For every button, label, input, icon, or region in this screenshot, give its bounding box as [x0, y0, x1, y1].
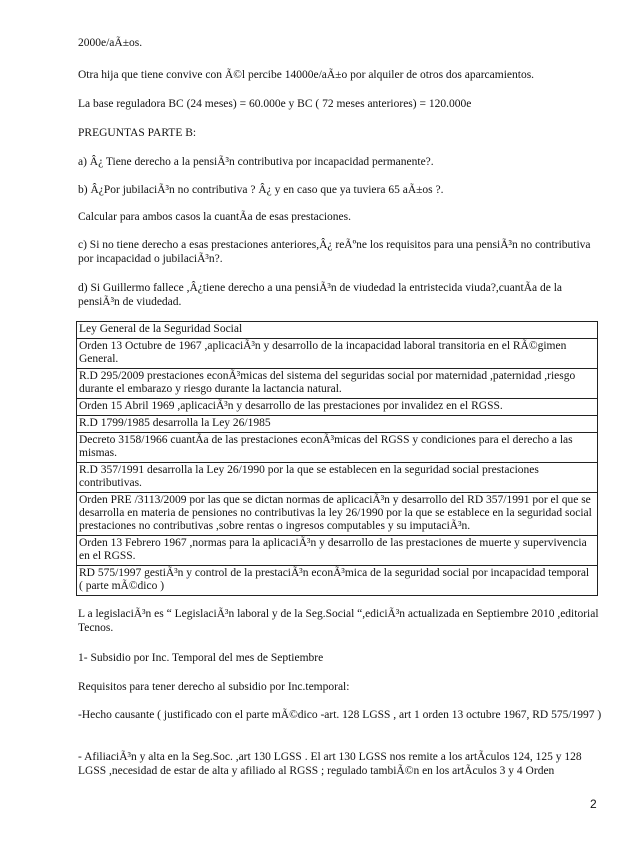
- paragraph-hija: Otra hija que tiene convive con Ã©l percibe 14000e/aÃ±o por alquiler de otros dos aparcamientos.: [78, 69, 535, 81]
- table-row: RD 575/1997 gestiÃ³n y control de la prestaciÃ³n econÃ³mica de la seguridad social por incapacidad temporal ( parte mÃ©dico ): [77, 565, 597, 595]
- paragraph-base-reguladora: La base reguladora BC (24 meses) = 60.000e y BC ( 72 meses anteriores) = 120.000e: [78, 98, 472, 110]
- paragraph-requisitos: Requisitos para tener derecho al subsidio por Inc.temporal:: [78, 681, 350, 693]
- table-row: Orden PRE /3113/2009 por las que se dictan normas de aplicaciÃ³n y desarrollo del RD 357/1991 por el que se desarrolla en materia de pensiones no contributivas la ley 26/1990 por la que se establece en la seguridad social prestaciones no contributivas ,sobre rentas o ingresos computables y su imputaciÃ³n.: [77, 492, 597, 535]
- paragraph-legislacion: L a legislaciÃ³n es “ LegislaciÃ³n laboral y de la Seg.Social “,ediciÃ³n actualizada en Septiembre 2010 ,editorial Tecnos.: [78, 608, 599, 634]
- legislation-table: [76, 321, 598, 596]
- heading-subsidio: 1- Subsidio por Inc. Temporal del mes de Septiembre: [78, 652, 324, 664]
- table-row: Orden 13 Octubre de 1967 ,aplicaciÃ³n y desarrollo de la incapacidad laboral transitoria en el RÃ©gimen General.: [77, 338, 597, 368]
- paragraph-afiliacion: - AfiliaciÃ³n y alta en la Seg.Soc. ,art 130 LGSS . El art 130 LGSS nos remite a los artÃculos 124, 125 y 128 LGSS ,necesidad de estar de alta y afiliado al RGSS ; regulado tambiÃ©n en los artÃculos 3 y 4 Orden: [78, 751, 582, 777]
- table-row: Orden 13 Febrero 1967 ,normas para la aplicaciÃ³n y desarrollo de las prestaciones de muerte y supervivencia en el RGSS.: [77, 535, 597, 565]
- table-row: Decreto 3158/1966 cuantÃa de las prestaciones econÃ³micas del RGSS y condiciones para el derecho a las mismas.: [77, 432, 597, 462]
- table-row: R.D 295/2009 prestaciones econÃ³micas del sistema del seguridas social por maternidad ,paternidad ,riesgo durante el embarazo y riesgo durante la lactancia natural.: [77, 368, 597, 398]
- heading-preguntas-parte-b: PREGUNTAS PARTE B:: [78, 127, 197, 139]
- paragraph-intro: 2000e/aÃ±os.: [78, 37, 143, 49]
- question-b: b) Â¿Por jubilaciÃ³n no contributiva ? Â¿ y en caso que ya tuviera 65 aÃ±os ?.: [78, 184, 444, 196]
- question-c: c) Si no tiene derecho a esas prestaciones anteriores,Â¿ reÃºne los requisitos para una pensiÃ³n no contributiva por incapacidad o jubilaciÃ³n?.: [78, 239, 591, 265]
- paragraph-hecho-causante: -Hecho causante ( justificado con el parte mÃ©dico -art. 128 LGSS , art 1 orden 13 octubre 1967, RD 575/1997 ): [78, 709, 602, 721]
- question-a: a) Â¿ Tiene derecho a la pensiÃ³n contributiva por incapacidad permanente?.: [78, 156, 434, 168]
- question-d: d) Si Guillermo fallece ,Â¿tiene derecho a una pensiÃ³n de viudedad la entristecida viuda?,cuantÃa de la pensiÃ³n de viudedad.: [78, 282, 563, 308]
- page-number: 2: [590, 797, 597, 811]
- table-row: Ley General de la Seguridad Social: [79, 323, 243, 335]
- table-row: Orden 15 Abril 1969 ,aplicaciÃ³n y desarrollo de las prestaciones por invalidez en el RGSS.: [77, 398, 597, 415]
- table-row: R.D 1799/1985 desarrolla la Ley 26/1985: [77, 415, 597, 432]
- paragraph-calcular: Calcular para ambos casos la cuantÃa de esas prestaciones.: [78, 211, 352, 223]
- table-row: R.D 357/1991 desarrolla la Ley 26/1990 por la que se establecen en la seguridad social prestaciones contributivas.: [77, 462, 597, 492]
